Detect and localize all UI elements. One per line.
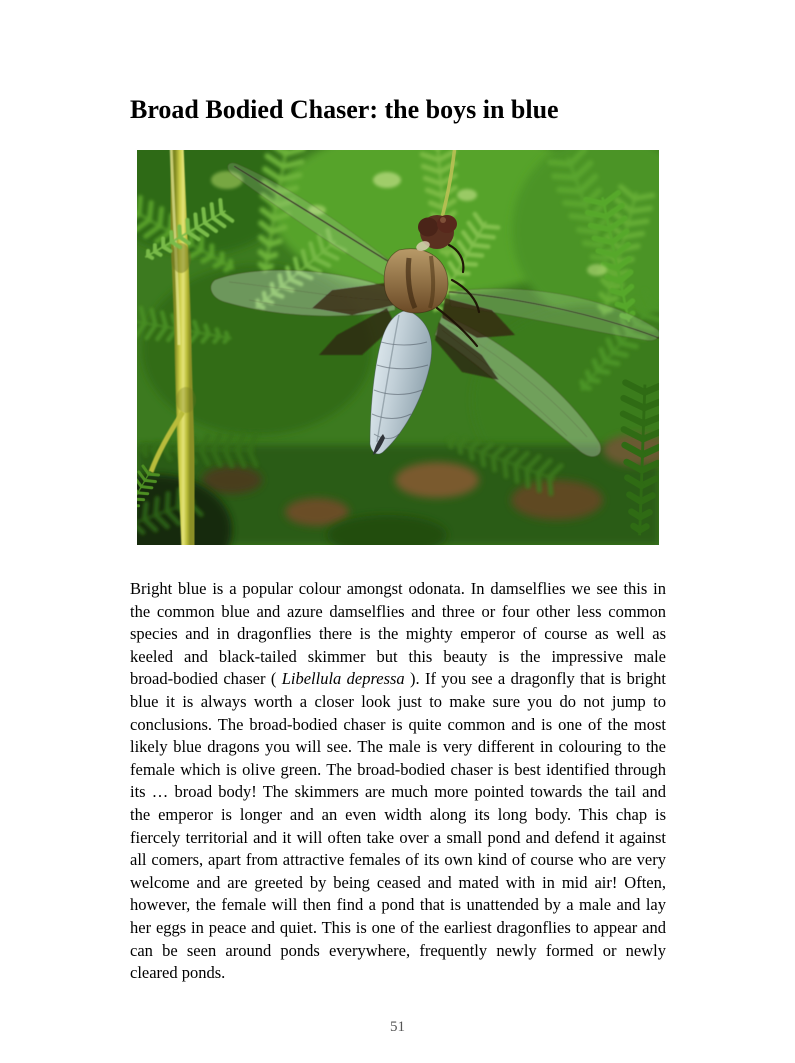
text-line: Bright blue is a popular colour amongst odonata. In damselflies we see this in bbox=[130, 579, 666, 598]
text-line: welcome and are greeted by being ceased and mated with in mid air! Often, bbox=[130, 872, 666, 892]
page-title: Broad Bodied Chaser: the boys in blue bbox=[130, 95, 559, 124]
text-segment: ). If you see a dragonfly that is bright bbox=[404, 669, 666, 689]
text-line: species and in dragonflies there is the mighty emperor of course as well as bbox=[130, 624, 666, 644]
text-line: fiercely territorial and it will often take over a small pond and defend it against bbox=[130, 827, 666, 847]
page-number: 51 bbox=[390, 1019, 405, 1035]
text-line: conclusions. The broad-bodied chaser is quite common and is one of the most bbox=[130, 714, 666, 734]
text-line: the emperor is longer and an even width along its long body. This chap is bbox=[130, 804, 666, 824]
text-line: its … broad body! The skimmers are much more pointed towards the tail and bbox=[130, 782, 666, 802]
text-line: cleared ponds. bbox=[130, 963, 226, 983]
dragonfly-photo-illustration bbox=[137, 150, 659, 545]
text-line: the common blue and azure damselflies and three or four other less common bbox=[130, 601, 666, 621]
text-line: likely blue dragons you will see. The male is very different in colouring to the bbox=[130, 737, 666, 757]
text-segment: broad-bodied chaser ( bbox=[130, 669, 282, 689]
text-line: her eggs in peace and quiet. This is one of the earliest dragonflies to appear and bbox=[130, 917, 666, 937]
text-line: blue it is always worth a closer look just to make sure you do not jump to bbox=[130, 691, 666, 711]
text-line: female which is olive green. The broad-bodied chaser is best identified through bbox=[130, 759, 666, 779]
species-name: Libellula depressa bbox=[281, 669, 405, 689]
text-line: keeled and black-tailed skimmer but this beauty is the impressive male bbox=[130, 646, 666, 666]
dragonfly-photo bbox=[137, 150, 659, 545]
text-line: all comers, apart from attractive females of its own kind of course who are very bbox=[130, 850, 666, 870]
text-line: however, the female will then find a pond that is unattended by a male and lay bbox=[130, 895, 666, 915]
text-line-with-species bbox=[130, 668, 666, 691]
body-paragraph bbox=[130, 578, 666, 985]
text-line: can be seen around ponds everywhere, frequently newly formed or newly bbox=[130, 940, 666, 960]
